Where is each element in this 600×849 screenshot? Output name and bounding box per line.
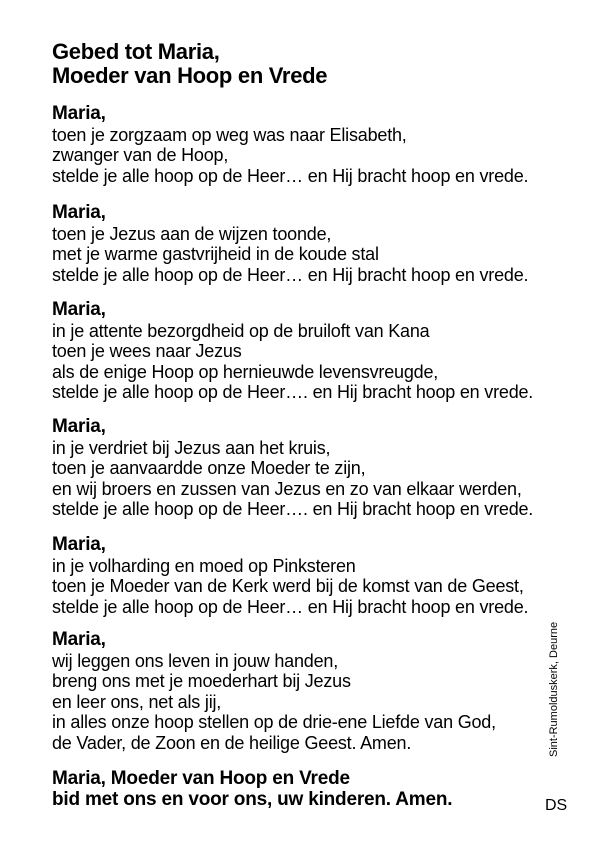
stanza-line: in alles onze hoop stellen op de drie-ene Liefde van God, <box>52 712 496 732</box>
stanza-line: de Vader, de Zoon en de heilige Geest. Amen. <box>52 732 412 753</box>
stanza-heading: Maria, <box>52 202 106 223</box>
author-initials: DS <box>545 797 568 814</box>
stanza-4 <box>52 417 533 520</box>
stanza-1 <box>52 104 528 186</box>
closing-invocation <box>52 768 452 810</box>
stanza-line: toen je wees naar Jezus <box>52 341 242 361</box>
stanza-line: toen je Moeder van de Kerk werd bij de komst van de Geest, <box>52 576 524 596</box>
stanza-line: breng ons met je moederhart bij Jezus <box>52 671 351 691</box>
stanza-line: in je attente bezorgdheid op de bruiloft van Kana <box>52 320 430 341</box>
stanza-line: wij leggen ons leven in jouw handen, <box>52 650 339 671</box>
stanza-line: met je warme gastvrijheid in de koude stal <box>52 244 379 264</box>
stanza-line: en wij broers en zussen van Jezus en zo van elkaar werden, <box>52 478 522 499</box>
stanza-line: zwanger van de Hoop, <box>52 145 229 165</box>
stanza-3 <box>52 300 533 403</box>
title-line-2: Moeder van Hoop en Vrede <box>52 63 328 88</box>
stanza-6 <box>52 630 496 753</box>
stanza-heading: Maria, <box>52 299 106 320</box>
stanza-line: stelde je alle hoop op de Heer… en Hij bracht hoop en vrede. <box>52 264 529 285</box>
stanza-line: toen je Jezus aan de wijzen toonde, <box>52 223 332 244</box>
stanza-heading: Maria, <box>52 416 106 437</box>
stanza-2 <box>52 203 528 285</box>
stanza-line: stelde je alle hoop op de Heer…. en Hij bracht hoop en vrede. <box>52 382 534 402</box>
stanza-line: toen je zorgzaam op weg was naar Elisabeth, <box>52 124 407 145</box>
stanza-line: en leer ons, net als jij, <box>52 691 222 712</box>
closing-line-1: Maria, Moeder van Hoop en Vrede <box>52 768 350 789</box>
stanza-line: stelde je alle hoop op de Heer… en Hij bracht hoop en vrede. <box>52 596 529 617</box>
stanza-line: stelde je alle hoop op de Heer… en Hij bracht hoop en vrede. <box>52 165 529 186</box>
stanza-heading: Maria, <box>52 629 106 650</box>
prayer-title <box>52 40 327 88</box>
stanza-heading: Maria, <box>52 103 106 124</box>
church-credit-text: Sint-Rumolduskerk, Deurne <box>548 621 560 757</box>
closing-line-2: bid met ons en voor ons, uw kinderen. Amen. <box>52 789 453 810</box>
stanza-5 <box>52 535 528 617</box>
title-line-1: Gebed tot Maria, <box>52 39 220 64</box>
stanza-heading: Maria, <box>52 534 106 555</box>
stanza-line: als de enige Hoop op hernieuwde levensvreugde, <box>52 361 439 382</box>
stanza-line: stelde je alle hoop op de Heer…. en Hij bracht hoop en vrede. <box>52 499 534 519</box>
stanza-line: in je volharding en moed op Pinksteren <box>52 555 356 576</box>
stanza-line: toen je aanvaardde onze Moeder te zijn, <box>52 458 366 478</box>
stanza-line: in je verdriet bij Jezus aan het kruis, <box>52 437 331 458</box>
